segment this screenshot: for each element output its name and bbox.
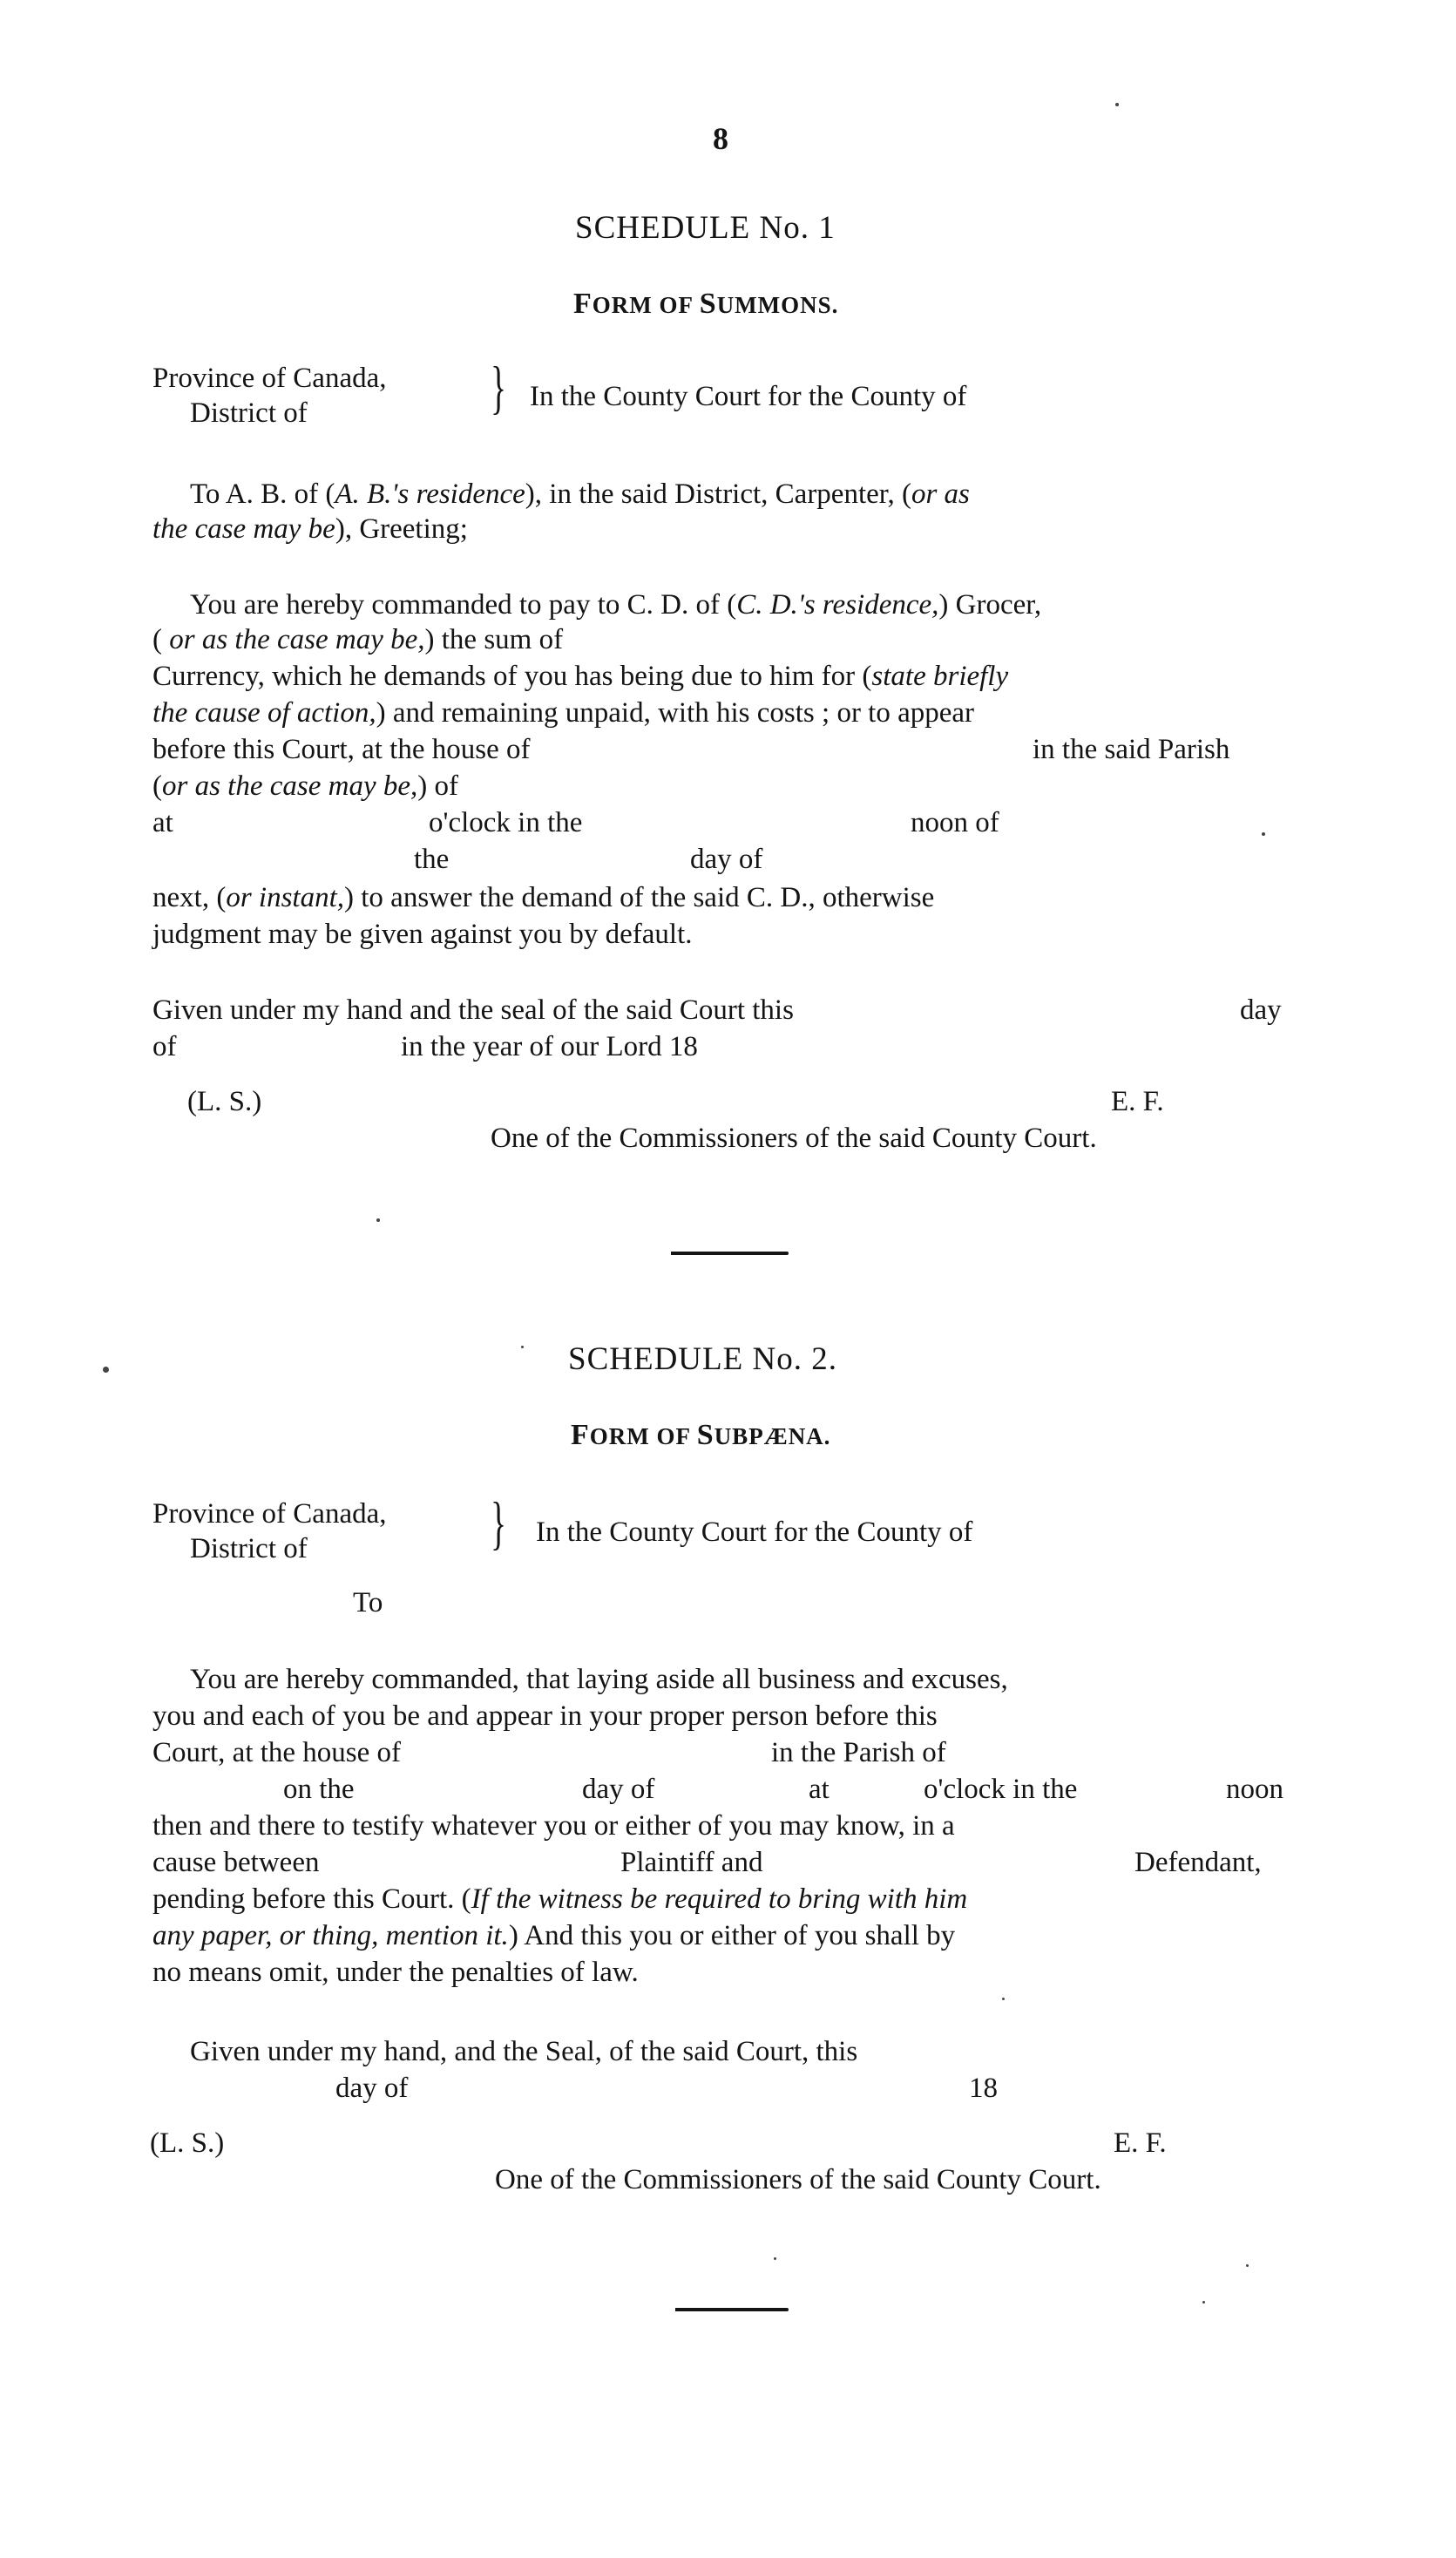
page-number: 8: [713, 121, 728, 156]
schedule-2-body-line-8: any paper, or thing, mention it.) And this you or either of you shall by: [152, 1920, 956, 1951]
schedule-1-signer: E. F.: [1111, 1086, 1164, 1117]
section-divider-2: [675, 2308, 789, 2311]
schedule-1-given-line-1a: Given under my hand and the seal of the said Court this: [152, 994, 794, 1026]
schedule-2-body-line-6a: cause between: [152, 1847, 320, 1878]
scan-speck: [1262, 832, 1265, 836]
schedule-1-body-line-7b: o'clock in the: [429, 807, 583, 838]
schedule-1-body-line-1: You are hereby commanded to pay to C. D. of (C. D.'s residence,) Grocer,: [190, 589, 1042, 621]
schedule-1-heading: SCHEDULE No. 1: [575, 210, 836, 246]
schedule-1-caption-brace: }: [491, 354, 506, 420]
schedule-2-body-line-4e: noon: [1226, 1774, 1283, 1805]
schedule-1-body-line-8a: the: [414, 844, 450, 875]
schedule-2-given-line-2b: 18: [969, 2073, 998, 2104]
schedule-1-body-line-2: ( or as the case may be,) the sum of: [152, 624, 564, 655]
schedule-1-body-line-8b: day of: [690, 844, 763, 875]
schedule-1-body-line-10: judgment may be given against you by default.: [152, 919, 693, 950]
scan-speck: [521, 1346, 524, 1348]
schedule-1-given-line-1b: day: [1240, 994, 1282, 1026]
schedule-2-body-line-9: no means omit, under the penalties of law.: [152, 1957, 639, 1988]
schedule-1-body-line-9: next, (or instant,) to answer the demand of the said C. D., otherwise: [152, 882, 935, 913]
schedule-1-seal: (L. S.): [187, 1086, 262, 1117]
schedule-1-body-line-3: Currency, which he demands of you has being due to him for (state briefly: [152, 661, 1009, 692]
scan-speck: [103, 1367, 109, 1373]
schedule-2-caption-province: Province of Canada,: [152, 1498, 387, 1530]
schedule-1-form-title: FORM OF SUMMONS.: [573, 288, 839, 320]
schedule-2-body-line-5: then and there to testify whatever you or either of you may know, in a: [152, 1810, 955, 1842]
schedule-2-body-line-4d: o'clock in the: [924, 1774, 1078, 1805]
schedule-2-body-line-7: pending before this Court. (If the witness be required to bring with him: [152, 1883, 968, 1915]
schedule-2-given-line-2a: day of: [335, 2073, 409, 2104]
scan-speck: [1002, 1998, 1005, 2000]
schedule-1-body-line-5b: in the said Parish: [1033, 734, 1230, 765]
schedule-1-address-line-1: To A. B. of (A. B.'s residence), in the said District, Carpenter, (or as: [190, 478, 970, 510]
scan-speck: [376, 1218, 380, 1222]
schedule-1-address-line-2: the case may be), Greeting;: [152, 513, 468, 545]
schedule-1-caption-province: Province of Canada,: [152, 363, 387, 394]
schedule-1-court-title: In the County Court for the County of: [530, 381, 967, 412]
schedule-1-caption-district: District of: [190, 397, 308, 429]
schedule-2-body-line-1: You are hereby commanded, that laying aside all business and excuses,: [190, 1664, 1008, 1695]
schedule-2-heading: SCHEDULE No. 2.: [568, 1341, 837, 1377]
scan-speck: [1246, 2264, 1249, 2267]
schedule-2-signer-title: One of the Commissioners of the said County Court.: [495, 2164, 1101, 2195]
schedule-2-given-line-1: Given under my hand, and the Seal, of the said Court, this: [190, 2036, 858, 2067]
schedule-2-signer: E. F.: [1114, 2127, 1167, 2159]
scan-speck: [774, 2257, 776, 2260]
schedule-2-body-line-3a: Court, at the house of: [152, 1737, 402, 1768]
schedule-2-body-line-4a: on the: [283, 1774, 355, 1805]
schedule-2-form-title: FORM OF SUBPÆNA.: [571, 1419, 831, 1451]
section-divider-1: [671, 1252, 789, 1255]
schedule-1-signer-title: One of the Commissioners of the said County Court.: [491, 1123, 1097, 1154]
schedule-2-body-line-4c: at: [809, 1774, 830, 1805]
schedule-2-body-line-6b: Plaintiff and: [620, 1847, 763, 1878]
schedule-1-given-line-2b: in the year of our Lord 18: [401, 1031, 698, 1062]
schedule-2-body-line-2: you and each of you be and appear in your proper person before this: [152, 1700, 938, 1732]
scan-speck: [1202, 2301, 1205, 2304]
schedule-2-caption-brace: }: [491, 1489, 506, 1556]
schedule-2-caption-district: District of: [190, 1533, 308, 1564]
schedule-2-court-title: In the County Court for the County of: [536, 1516, 973, 1548]
schedule-1-body-line-4: the cause of action,) and remaining unpaid, with his costs ; or to appear: [152, 697, 975, 729]
scan-speck: [1115, 103, 1119, 106]
schedule-2-body-line-4b: day of: [582, 1774, 655, 1805]
schedule-2-body-line-6c: Defendant,: [1134, 1847, 1262, 1878]
schedule-1-body-line-6: (or as the case may be,) of: [152, 770, 458, 802]
schedule-1-body-line-7c: noon of: [911, 807, 999, 838]
schedule-2-to: To: [353, 1587, 383, 1618]
schedule-1-body-line-5a: before this Court, at the house of: [152, 734, 531, 765]
schedule-1-body-line-7a: at: [152, 807, 173, 838]
schedule-2-seal: (L. S.): [150, 2127, 225, 2159]
schedule-1-given-line-2a: of: [152, 1031, 177, 1062]
schedule-2-body-line-3b: in the Parish of: [771, 1737, 946, 1768]
